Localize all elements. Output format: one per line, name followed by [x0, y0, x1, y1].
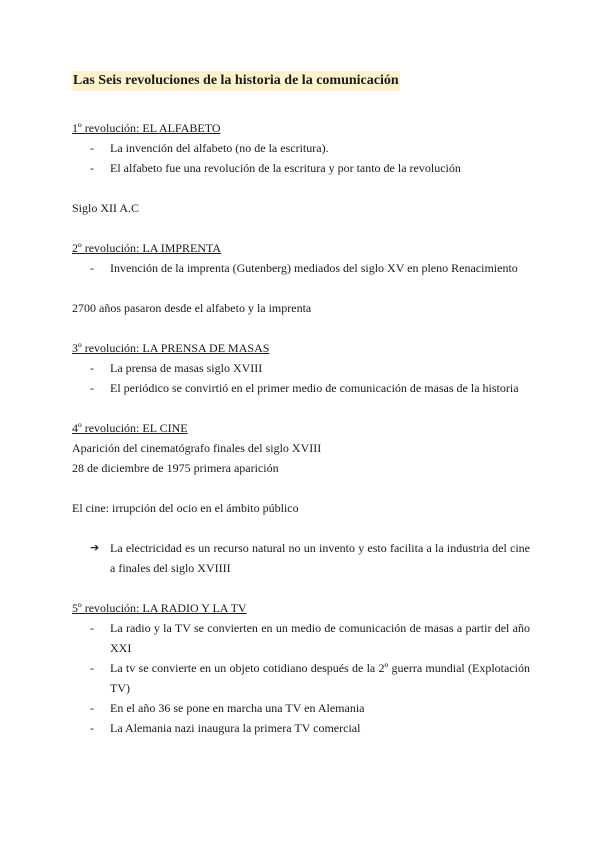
list-item: - El alfabeto fue una revolución de la escritura y por tanto de la revolución	[72, 158, 530, 178]
list-item: - Invención de la imprenta (Gutenberg) mediados del siglo XV en pleno Renacimiento	[72, 258, 530, 278]
spacer	[72, 518, 530, 538]
list-item: - La Alemania nazi inaugura la primera TV comercial	[72, 718, 530, 738]
arrow-right-icon: ➔	[90, 541, 100, 554]
list-item: - La radio y la TV se convierten en un medio de comunicación de masas a partir del año XXI	[72, 618, 530, 658]
arrow-bullet-item	[72, 538, 530, 578]
section-2-list	[72, 258, 530, 278]
spacer	[72, 318, 530, 338]
document-page	[72, 70, 530, 738]
spacer	[72, 178, 530, 198]
spacer	[72, 398, 530, 418]
document-title	[72, 70, 530, 91]
list-item: - La prensa de masas siglo XVIII	[72, 358, 530, 378]
section-1-list	[72, 138, 530, 178]
list-item: - La invención del alfabeto (no de la escritura).	[72, 138, 530, 158]
spacer	[72, 278, 530, 298]
section-4-line-3: El cine: irrupción del ocio en el ámbito público	[72, 501, 299, 515]
list-item: - El periódico se convirtió en el primer medio de comunicación de masas de la historia	[72, 378, 530, 398]
section-4-heading: 4º revolución: EL CINE	[72, 421, 188, 435]
spacer	[72, 578, 530, 598]
section-3-heading: 3º revolución: LA PRENSA DE MASAS	[72, 341, 270, 355]
section-2-note: 2700 años pasaron desde el alfabeto y la imprenta	[72, 301, 312, 315]
list-item: - La tv se convierte en un objeto cotidiano después de la 2º guerra mundial (Explotación TV)	[72, 658, 530, 698]
title-text: Las Seis revoluciones de la historia de la comunicación	[72, 71, 400, 91]
spacer	[72, 91, 530, 118]
section-1-note: Siglo XII A.C	[72, 201, 140, 215]
section-5-list	[72, 618, 530, 738]
section-3-list	[72, 358, 530, 398]
arrow-bullet-text: La electricidad es un recurso natural no un invento y esto facilita a la industria del cine a finales del siglo XVIIII	[110, 541, 530, 575]
spacer	[72, 218, 530, 238]
section-1-heading: 1º revolución: EL ALFABETO	[72, 121, 221, 135]
section-4-line-2: 28 de diciembre de 1975 primera aparición	[72, 461, 279, 475]
list-item: - En el año 36 se pone en marcha una TV en Alemania	[72, 698, 530, 718]
section-5-heading: 5º revolución: LA RADIO Y LA TV	[72, 601, 247, 615]
section-2-heading: 2º revolución: LA IMPRENTA	[72, 241, 222, 255]
spacer	[72, 478, 530, 498]
section-4-line-1: Aparición del cinematógrafo finales del siglo XVIII	[72, 441, 322, 455]
